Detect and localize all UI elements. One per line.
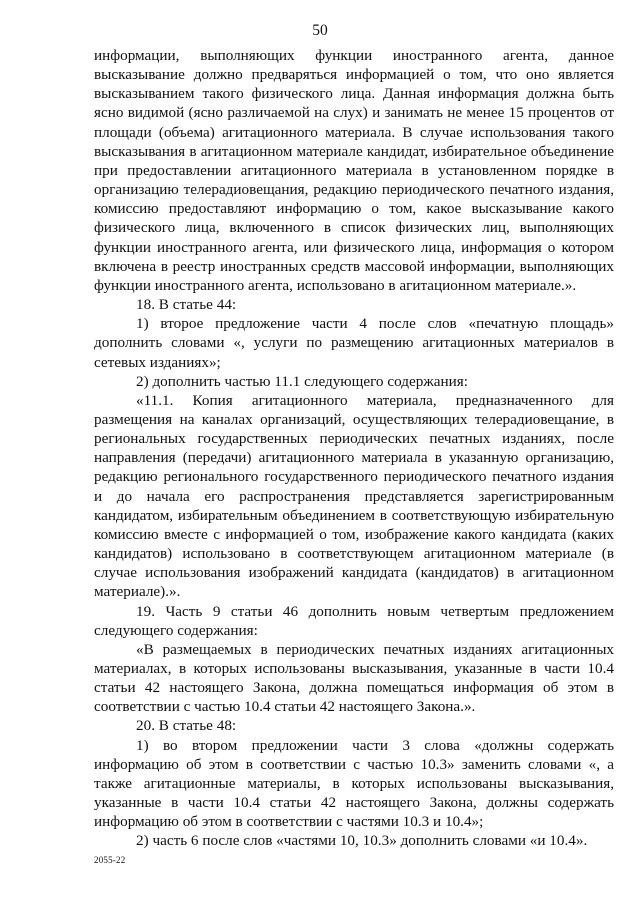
paragraph-item-18-2: 2) дополнить частью 11.1 следующего содержания: — [136, 372, 468, 390]
paragraph-part-11-1: «11.1. Копия агитационного материала, предназначенного для размещения на каналах организаций, осуществляющих телерадиовещание, в региональных государственных периодических печатных изданиях, после направления (передачи) агитационного материала в указанную организацию, редакцию регионального государственного периодического печатного издания и до начала его распространения представляется зарегистрированным кандидатом, избирательным объединением в соответствующую избирательную комиссию вместе с информацией о том, изображение какого кандидата (каких кандидатов) использовано в соответствующем агитационном материале (в случае использования изображений кандидата (кандидатов) в агитационном материале).». — [94, 391, 614, 601]
paragraph-item-19-text: «В размещаемых в периодических печатных изданиях агитационных материалах, в которых использованы высказывания, указанные в части 10.4 статьи 42 настоящего Закона, должна помещаться информация об этом в соответствии с частью 10.4 статьи 42 настоящего Закона.». — [94, 640, 614, 716]
document-body — [94, 46, 614, 851]
paragraph-item-20-2: 2) часть 6 после слов «частями 10, 10.3» дополнить словами «и 10.4». — [136, 832, 588, 850]
paragraph-continuation: информации, выполняющих функции иностранного агента, данное высказывание должно предваряться информацией о том, что оно является высказыванием такого физического лица. Данная информация должна быть ясно видимой (ясно различаемой на слух) и занимать не менее 15 процентов от площади (объема) агитационного материала. В случае использования такого высказывания в агитационном материале кандидат, избирательное объединение при предоставлении агитационного материала в установленном порядке в организацию телерадиовещания, редакцию периодического печатного издания, комиссию предоставляют информацию о том, какое высказывание какого физического лица, включенного в список физических лиц, выполняющих функции иностранного агента, или физического лица, информация о котором включена в реестр иностранных средств массовой информации, выполняющих функции иностранного агента, использовано в агитационном материале.». — [94, 47, 614, 294]
paragraph-item-19: 19. Часть 9 статьи 46 дополнить новым четвертым предложением следующего содержания: — [94, 602, 614, 639]
paragraph-item-20: 20. В статье 48: — [136, 717, 237, 735]
paragraph-item-20-1: 1) во втором предложении части 3 слова «должны содержать информацию об этом в соответствии с частью 10.3» заменить словами «, а также агитационные материалы, в которых использованы высказывания, указанные в части 10.4 статьи 42 настоящего Закона, должны содержать информацию об этом в соответствии с частями 10.3 и 10.4»; — [94, 736, 614, 831]
paragraph-item-18-1: 1) второе предложение части 4 после слов «печатную площадь» дополнить словами «, услуги по размещению агитационных материалов в сетевых изданиях»; — [94, 315, 614, 371]
document-code: 2055-22 — [94, 855, 126, 865]
page-number: 50 — [312, 22, 328, 39]
paragraph-item-18: 18. В статье 44: — [136, 296, 237, 314]
